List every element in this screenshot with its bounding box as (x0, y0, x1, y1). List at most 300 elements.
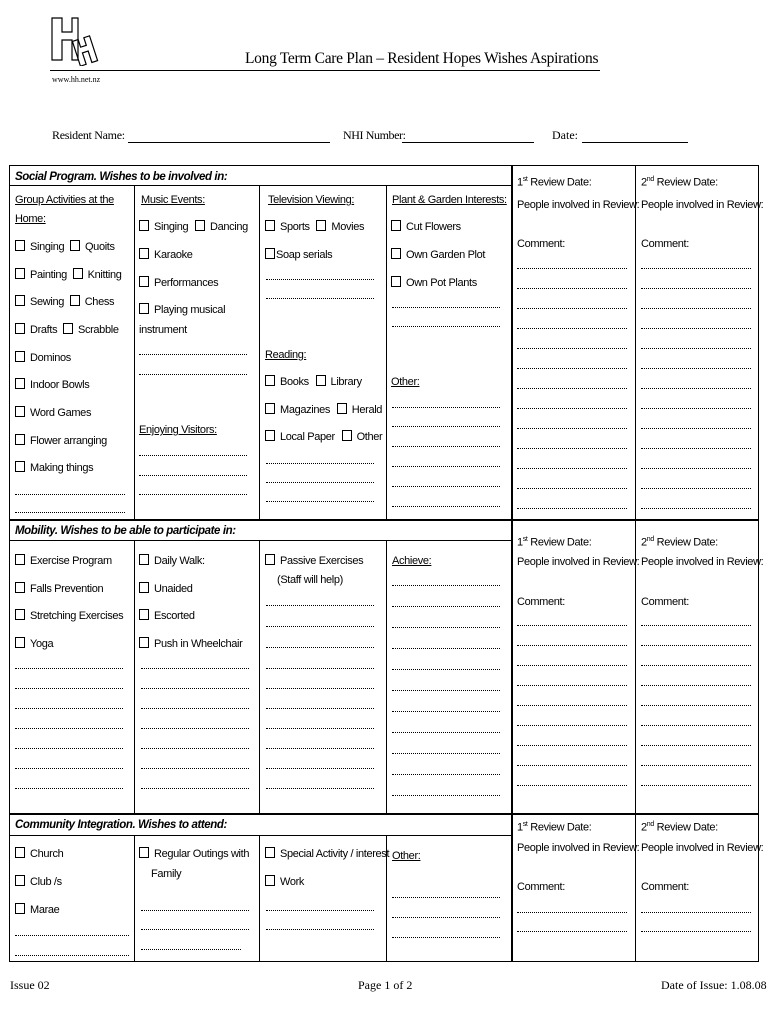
checkbox[interactable] (15, 268, 25, 279)
write-in-line[interactable] (641, 912, 751, 913)
write-in-line[interactable] (517, 785, 627, 786)
checkbox[interactable] (15, 434, 25, 445)
write-in-line[interactable] (392, 446, 500, 447)
divider-social-title (10, 185, 511, 186)
option-label: Marae (30, 904, 60, 916)
checkbox-row[interactable] (15, 378, 89, 391)
option-label: Stretching Exercises (30, 610, 124, 622)
people-involved-label: People involved in Review: (517, 199, 640, 211)
write-in-line[interactable] (392, 407, 500, 408)
checkbox[interactable] (265, 430, 275, 441)
checkbox-row[interactable] (15, 903, 59, 916)
checkbox[interactable] (139, 554, 149, 565)
checkbox-row[interactable] (391, 248, 485, 261)
ordinal-suffix: nd (646, 536, 654, 543)
write-in-line[interactable] (266, 647, 374, 648)
checkbox[interactable] (15, 461, 25, 472)
checkbox-row[interactable] (265, 403, 382, 416)
write-in-line[interactable] (517, 488, 627, 489)
write-in-line[interactable] (139, 455, 247, 456)
write-in-line[interactable] (517, 308, 627, 309)
community-col4-head: Other: (392, 850, 421, 862)
write-in-line[interactable] (517, 468, 627, 469)
checkbox[interactable] (139, 582, 149, 593)
col-divider (134, 186, 135, 519)
comment-label: Comment: (517, 238, 565, 250)
checkbox-row[interactable] (15, 847, 63, 860)
write-in-line[interactable] (141, 929, 249, 930)
ordinal-suffix: nd (646, 176, 654, 183)
logo (48, 16, 100, 66)
checkbox-row[interactable] (15, 240, 115, 253)
checkbox[interactable] (316, 220, 326, 231)
write-in-line[interactable] (266, 463, 374, 464)
write-in-line[interactable] (641, 685, 751, 686)
option-label: Unaided (154, 583, 193, 595)
checkbox-row[interactable] (15, 875, 62, 888)
comment-label: Comment: (517, 596, 565, 608)
write-in-line[interactable] (392, 627, 500, 628)
write-in-line[interactable] (641, 308, 751, 309)
option-label: Word Games (30, 407, 92, 419)
checkbox[interactable] (15, 295, 25, 306)
write-in-line[interactable] (392, 917, 500, 918)
write-in-line[interactable] (392, 506, 500, 507)
write-in-line[interactable] (392, 307, 500, 308)
resident-name-label: Resident Name: (52, 128, 125, 142)
col-divider (259, 186, 260, 519)
checkbox[interactable] (70, 295, 80, 306)
write-in-line[interactable] (392, 795, 500, 796)
mobility-col4-head: Achieve: (392, 555, 432, 567)
write-in-line[interactable] (517, 745, 627, 746)
write-in-line[interactable] (517, 725, 627, 726)
write-in-line[interactable] (139, 374, 247, 375)
option-label: Regular Outings with (154, 848, 250, 860)
first-review-date: 1st Review Date: (517, 821, 592, 834)
checkbox[interactable] (342, 430, 352, 441)
col-divider (386, 541, 387, 813)
checkbox[interactable] (15, 609, 25, 620)
review-date-label: Review Date: (530, 536, 592, 549)
checkbox-row[interactable] (15, 323, 119, 336)
checkbox-row[interactable] (15, 554, 112, 567)
write-in-line[interactable] (392, 585, 500, 586)
write-in-line[interactable] (517, 625, 627, 626)
write-in-line[interactable] (517, 765, 627, 766)
checkbox[interactable] (15, 378, 25, 389)
page-title: Long Term Care Plan – Resident Hopes Wishes Aspirations (245, 50, 599, 67)
people-involved-label: People involved in Review: (517, 556, 640, 568)
write-in-line[interactable] (641, 368, 751, 369)
write-in-line[interactable] (266, 626, 374, 627)
checkbox-row[interactable] (139, 303, 225, 316)
checkbox[interactable] (265, 554, 275, 565)
option-label: (Staff will help) (277, 574, 343, 586)
write-in-line[interactable] (15, 748, 123, 749)
checkbox-row[interactable] (265, 375, 362, 388)
write-in-line[interactable] (392, 897, 500, 898)
write-in-line[interactable] (517, 912, 627, 913)
checkbox-row[interactable] (265, 430, 382, 443)
option-label: Local Paper (280, 431, 335, 443)
write-in-line[interactable] (392, 326, 500, 327)
first-review-date: 1st Review Date: (517, 536, 592, 549)
write-in-line[interactable] (641, 645, 751, 646)
option-label: Daily Walk: (154, 555, 205, 567)
checkbox[interactable] (139, 276, 149, 287)
option-label: Falls Prevention (30, 583, 104, 595)
write-in-line[interactable] (15, 728, 123, 729)
checkbox[interactable] (391, 220, 401, 231)
write-in-line[interactable] (517, 288, 627, 289)
checkbox-row[interactable] (15, 434, 107, 447)
write-in-line[interactable] (15, 512, 125, 513)
checkbox[interactable] (265, 248, 275, 259)
write-in-line[interactable] (517, 428, 627, 429)
write-in-line[interactable] (15, 788, 123, 789)
checkbox-row[interactable] (139, 248, 193, 261)
write-in-line[interactable] (266, 748, 374, 749)
social-col1-head: Group Activities at the (15, 194, 114, 206)
checkbox[interactable] (63, 323, 73, 334)
checkbox-row[interactable] (15, 461, 93, 474)
checkbox-row[interactable] (391, 276, 477, 289)
checkbox[interactable] (15, 637, 25, 648)
checkbox-row[interactable] (391, 220, 461, 233)
checkbox-row[interactable] (15, 637, 53, 650)
option-label: Knitting (87, 269, 122, 281)
option-label: Painting (30, 269, 67, 281)
option-label: Singing (154, 221, 189, 233)
social-col3-head: Television Viewing: (268, 194, 355, 206)
checkbox[interactable] (139, 609, 149, 620)
write-in-line[interactable] (641, 448, 751, 449)
checkbox[interactable] (265, 403, 275, 414)
write-in-line[interactable] (15, 768, 123, 769)
option-label: Making things (30, 462, 94, 474)
date-field[interactable] (582, 142, 688, 143)
checkbox[interactable] (70, 240, 80, 251)
option-label: instrument (139, 324, 187, 336)
write-in-line[interactable] (392, 466, 500, 467)
divider-mobility (10, 519, 759, 521)
checkbox-row[interactable] (139, 847, 249, 860)
comment-label: Comment: (641, 596, 689, 608)
option-label: Quoits (84, 241, 115, 253)
write-in-line[interactable] (266, 768, 374, 769)
write-in-line[interactable] (517, 268, 627, 269)
write-in-line[interactable] (266, 501, 374, 502)
checkbox[interactable] (391, 248, 401, 259)
col-divider (134, 836, 135, 962)
write-in-line[interactable] (266, 298, 374, 299)
option-label: Passive Exercises (280, 555, 364, 567)
option-label: Sports (280, 221, 310, 233)
social-col4-head: Plant & Garden Interests: (392, 194, 507, 206)
checkbox-row[interactable] (15, 582, 103, 595)
write-in-line[interactable] (641, 348, 751, 349)
social-section-title: Social Program. Wishes to be involved in: (15, 171, 228, 183)
write-in-line[interactable] (266, 929, 374, 930)
write-in-line[interactable] (141, 910, 249, 911)
col-divider (386, 186, 387, 519)
checkbox[interactable] (15, 323, 25, 334)
checkbox[interactable] (265, 875, 275, 886)
option-label: Yoga (30, 638, 54, 650)
checkbox-row[interactable] (265, 875, 304, 888)
checkbox-row[interactable] (15, 351, 71, 364)
review-date-label: Review Date: (656, 176, 718, 189)
nhi-field[interactable] (402, 142, 534, 143)
option-label: Cut Flowers (406, 221, 461, 233)
write-in-line[interactable] (392, 486, 500, 487)
write-in-line[interactable] (517, 388, 627, 389)
checkbox[interactable] (195, 220, 205, 231)
people-involved-label: People involved in Review: (641, 556, 764, 568)
social-col4-sub: Other: (391, 376, 420, 388)
people-involved-label: People involved in Review: (641, 842, 764, 854)
checkbox-row[interactable] (139, 609, 195, 622)
write-in-line[interactable] (266, 482, 374, 483)
checkbox[interactable] (316, 375, 326, 386)
checkbox-row[interactable] (139, 582, 193, 595)
write-in-line[interactable] (266, 728, 374, 729)
checkbox[interactable] (139, 248, 149, 259)
checkbox-row[interactable] (139, 637, 242, 650)
option-label: Herald (351, 404, 383, 416)
write-in-line[interactable] (141, 708, 249, 709)
checkbox-row[interactable] (139, 220, 248, 233)
checkbox[interactable] (139, 637, 149, 648)
write-in-line[interactable] (392, 648, 500, 649)
comment-label: Comment: (517, 881, 565, 893)
checkbox[interactable] (265, 847, 275, 858)
write-in-line[interactable] (15, 668, 123, 669)
col-divider (259, 541, 260, 813)
community-section-title: Community Integration. Wishes to attend: (15, 819, 227, 831)
option-label: Soap serials (276, 249, 333, 261)
option-label: Other (356, 431, 383, 443)
website: www.hh.net.nz (52, 75, 101, 84)
write-in-line[interactable] (392, 732, 500, 733)
write-in-line[interactable] (517, 368, 627, 369)
option-label: Karaoke (154, 249, 193, 261)
write-in-line[interactable] (641, 388, 751, 389)
checkbox[interactable] (139, 220, 149, 231)
review-date-label: Review Date: (656, 536, 718, 549)
option-label: Church (30, 848, 64, 860)
option-label: Indoor Bowls (30, 379, 90, 391)
write-in-line[interactable] (392, 774, 500, 775)
ordinal-suffix: st (522, 821, 528, 828)
checkbox[interactable] (15, 582, 25, 593)
write-in-line[interactable] (141, 728, 249, 729)
second-review-date: 2nd Review Date: (641, 536, 718, 549)
checkbox[interactable] (139, 303, 149, 314)
write-in-line[interactable] (15, 708, 123, 709)
checkbox[interactable] (73, 268, 83, 279)
checkbox-row[interactable] (265, 554, 363, 567)
checkbox[interactable] (391, 276, 401, 287)
write-in-line[interactable] (392, 606, 500, 607)
page-number: Page 1 of 2 (358, 978, 413, 992)
write-in-line[interactable] (15, 688, 123, 689)
option-label: Dominos (30, 352, 71, 364)
write-in-line[interactable] (139, 475, 247, 476)
divider-community (10, 813, 759, 815)
write-in-line[interactable] (392, 669, 500, 670)
write-in-line[interactable] (641, 625, 751, 626)
write-in-line[interactable] (517, 408, 627, 409)
write-in-line[interactable] (266, 668, 374, 669)
title-underline (50, 70, 600, 71)
people-involved-label: People involved in Review: (641, 199, 764, 211)
checkbox-row[interactable] (139, 276, 218, 289)
comment-label: Comment: (641, 881, 689, 893)
checkbox-row[interactable] (15, 295, 114, 308)
write-in-line[interactable] (139, 354, 247, 355)
issue-number: Issue 02 (10, 978, 50, 992)
option-label: Work (280, 876, 305, 888)
write-in-line[interactable] (517, 685, 627, 686)
option-label: Own Garden Plot (406, 249, 486, 261)
write-in-line[interactable] (141, 768, 249, 769)
write-in-line[interactable] (641, 508, 751, 509)
review-date-label: Review Date: (530, 821, 592, 834)
write-in-line[interactable] (641, 288, 751, 289)
checkbox[interactable] (15, 875, 25, 886)
write-in-line[interactable] (641, 428, 751, 429)
write-in-line[interactable] (517, 645, 627, 646)
write-in-line[interactable] (392, 711, 500, 712)
write-in-line[interactable] (266, 605, 374, 606)
checkbox[interactable] (337, 403, 347, 414)
option-label: Singing (30, 241, 65, 253)
write-in-line[interactable] (641, 268, 751, 269)
write-in-line[interactable] (641, 705, 751, 706)
write-in-line[interactable] (15, 494, 125, 495)
option-label: Scrabble (77, 324, 119, 336)
write-in-line[interactable] (15, 935, 129, 936)
write-in-line[interactable] (517, 665, 627, 666)
write-in-line[interactable] (517, 348, 627, 349)
write-in-line[interactable] (392, 426, 500, 427)
ordinal-suffix: nd (646, 821, 654, 828)
write-in-line[interactable] (15, 955, 129, 956)
review-date-label: Review Date: (530, 176, 592, 189)
divider-mobility-title (10, 540, 511, 541)
option-label: Special Activity / interest (280, 848, 390, 860)
write-in-line[interactable] (641, 745, 751, 746)
option-label: Family (151, 868, 182, 880)
write-in-line[interactable] (517, 931, 627, 932)
write-in-line[interactable] (141, 788, 249, 789)
option-label: Books (280, 376, 309, 388)
col-divider (134, 541, 135, 813)
option-label: Sewing (30, 296, 64, 308)
divider-review (511, 165, 513, 962)
write-in-line[interactable] (141, 949, 241, 950)
write-in-line[interactable] (641, 468, 751, 469)
resident-name-field[interactable] (128, 142, 330, 143)
mobility-section-title: Mobility. Wishes to be able to participate in: (15, 525, 236, 537)
checkbox[interactable] (15, 406, 25, 417)
first-review-date: 1st Review Date: (517, 176, 592, 189)
write-in-line[interactable] (517, 705, 627, 706)
social-col1-head-2: Home: (15, 213, 46, 225)
checkbox-row[interactable] (15, 609, 123, 622)
write-in-line[interactable] (266, 279, 374, 280)
divider-community-title (10, 835, 511, 836)
write-in-line[interactable] (641, 785, 751, 786)
col-divider (259, 836, 260, 962)
write-in-line[interactable] (266, 910, 374, 911)
checkbox[interactable] (265, 220, 275, 231)
write-in-line[interactable] (517, 448, 627, 449)
write-in-line[interactable] (641, 328, 751, 329)
option-label: Escorted (154, 610, 195, 622)
date-label: Date: (552, 128, 578, 142)
option-label: Exercise Program (30, 555, 112, 567)
social-col2-head: Music Events: (141, 194, 205, 206)
nhi-label: NHI Number: (343, 128, 406, 142)
ordinal-suffix: st (522, 176, 528, 183)
write-in-line[interactable] (141, 688, 249, 689)
ordinal-suffix: st (522, 536, 528, 543)
comment-label: Comment: (641, 238, 689, 250)
checkbox[interactable] (265, 375, 275, 386)
checkbox[interactable] (15, 847, 25, 858)
checkbox[interactable] (15, 351, 25, 362)
option-label: Magazines (280, 404, 331, 416)
social-col3-sub: Reading: (265, 349, 307, 361)
write-in-line[interactable] (392, 937, 500, 938)
write-in-line[interactable] (392, 753, 500, 754)
write-in-line[interactable] (141, 748, 249, 749)
write-in-line[interactable] (392, 690, 500, 691)
write-in-line[interactable] (641, 765, 751, 766)
write-in-line[interactable] (641, 931, 751, 932)
write-in-line[interactable] (141, 668, 249, 669)
checkbox-row[interactable] (15, 268, 122, 281)
option-label: Movies (331, 221, 365, 233)
write-in-line[interactable] (641, 725, 751, 726)
checkbox[interactable] (15, 240, 25, 251)
write-in-line[interactable] (266, 788, 374, 789)
checkbox-row[interactable] (15, 406, 91, 419)
write-in-line[interactable] (517, 328, 627, 329)
option-label: Playing musical (154, 304, 226, 316)
checkbox-row[interactable] (139, 554, 205, 567)
second-review-date: 2nd Review Date: (641, 821, 718, 834)
write-in-line[interactable] (139, 494, 247, 495)
checkbox[interactable] (139, 847, 149, 858)
write-in-line[interactable] (641, 488, 751, 489)
write-in-line[interactable] (517, 508, 627, 509)
write-in-line[interactable] (641, 408, 751, 409)
write-in-line[interactable] (641, 665, 751, 666)
option-label: Dancing (209, 221, 248, 233)
review-date-label: Review Date: (656, 821, 718, 834)
checkbox[interactable] (15, 903, 25, 914)
checkbox-row[interactable] (265, 248, 332, 261)
write-in-line[interactable] (266, 688, 374, 689)
write-in-line[interactable] (266, 708, 374, 709)
checkbox-row[interactable] (265, 220, 364, 233)
checkbox-row[interactable] (265, 847, 389, 860)
checkbox[interactable] (15, 554, 25, 565)
